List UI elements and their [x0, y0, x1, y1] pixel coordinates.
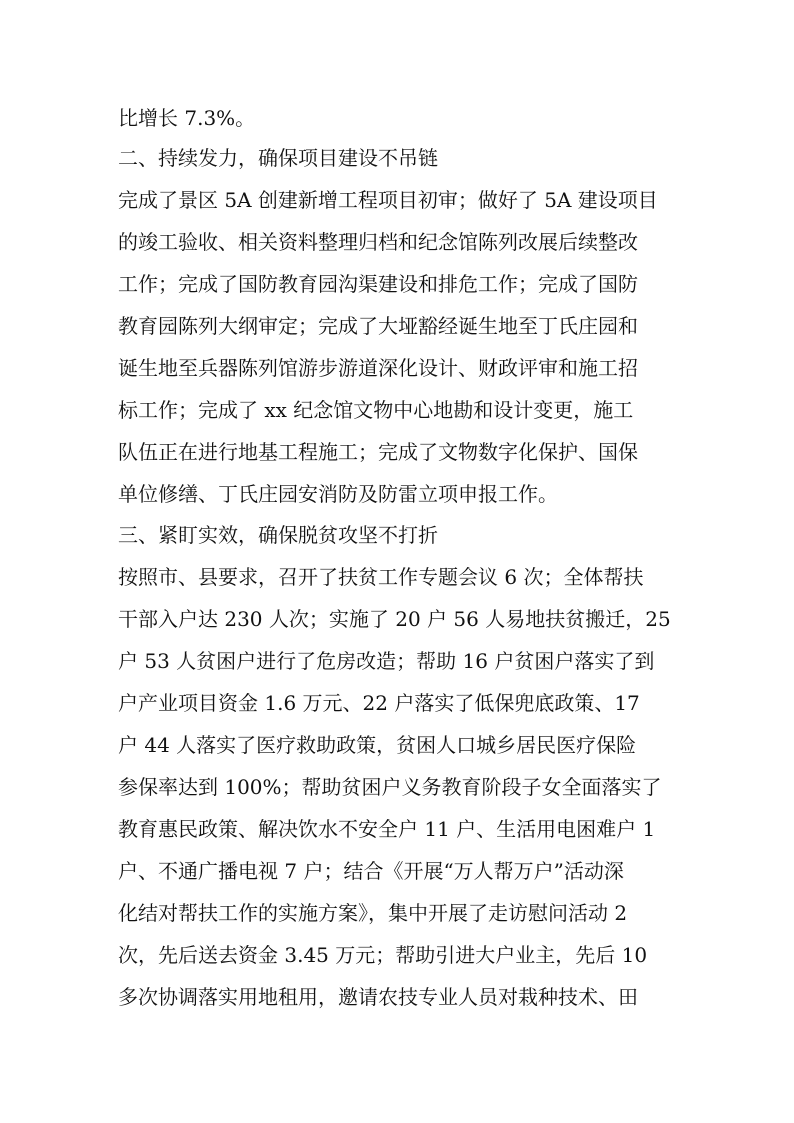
text-line-21: 次，先后送去资金 3.45 万元；帮助引进大户业主，先后 10	[118, 943, 648, 967]
section-heading-3: 三、紧盯实效，确保脱贫攻坚不打折	[118, 523, 438, 547]
text-line-6: 教育园陈列大纲审定；完成了大垭豁经诞生地至丁氏庄园和	[118, 314, 638, 338]
text-line-7: 诞生地至兵器陈列馆游步游道深化设计、财政评审和施工招	[118, 356, 638, 380]
text-line-10: 单位修缮、丁氏庄园安消防及防雷立项申报工作。	[118, 482, 558, 506]
section-heading-2: 二、持续发力，确保项目建设不吊链	[118, 146, 438, 170]
text-line-9: 队伍正在进行地基工程施工；完成了文物数字化保护、国保	[118, 440, 638, 464]
text-line-14: 户 53 人贫困户进行了危房改造；帮助 16 户贫困户落实了到	[118, 649, 655, 673]
text-line-17: 参保率达到 100%；帮助贫困户义务教育阶段子女全面落实了	[118, 775, 662, 799]
text-line-4: 的竣工验收、相关资料整理归档和纪念馆陈列改展后续整改	[118, 230, 638, 254]
text-line-13: 干部入户达 230 人次；实施了 20 户 56 人易地扶贫搬迁，25	[118, 607, 671, 631]
text-line-22: 多次协调落实用地租用，邀请农技专业人员对栽种技术、田	[118, 985, 638, 1009]
text-line-19: 户、不通广播电视 7 户；结合《开展“万人帮万户”活动深	[118, 859, 624, 883]
text-line-15: 户产业项目资金 1.6 万元、22 户落实了低保兜底政策、17	[118, 691, 640, 715]
text-line-5: 工作；完成了国防教育园沟渠建设和排危工作；完成了国防	[118, 272, 638, 296]
text-line-3: 完成了景区 5A 创建新增工程项目初审；做好了 5A 建设项目	[118, 188, 658, 212]
text-line-12: 按照市、县要求，召开了扶贫工作专题会议 6 次；全体帮扶	[118, 565, 644, 589]
text-line-18: 教育惠民政策、解决饮水不安全户 11 户、生活用电困难户 1	[118, 817, 656, 841]
text-line-1: 比增长 7.3%。	[118, 106, 256, 130]
text-line-20: 化结对帮扶工作的实施方案》，集中开展了走访慰问活动 2	[118, 901, 628, 925]
text-line-8: 标工作；完成了 xx 纪念馆文物中心地勘和设计变更，施工	[118, 398, 634, 422]
text-line-16: 户 44 人落实了医疗救助政策，贫困人口城乡居民医疗保险	[118, 733, 637, 757]
